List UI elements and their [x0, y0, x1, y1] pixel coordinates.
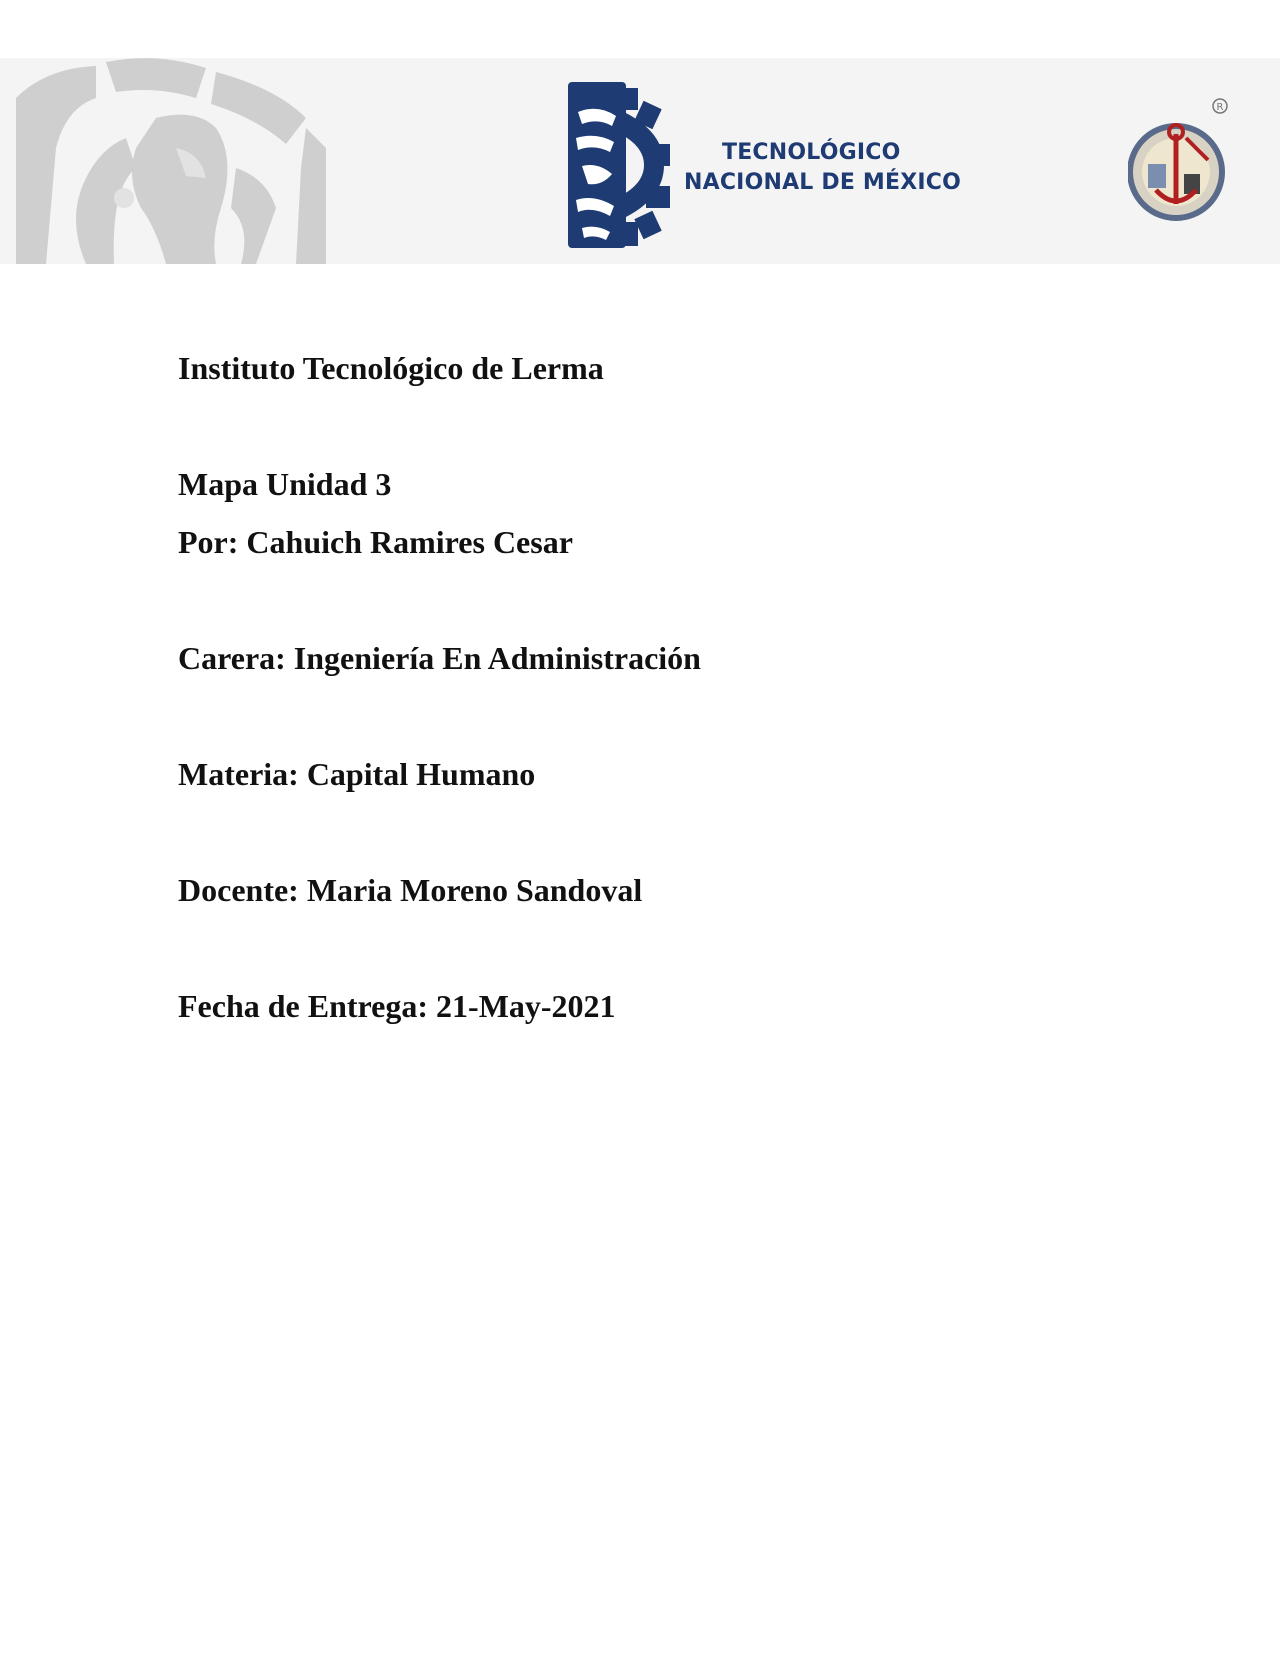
author: Por: Cahuich Ramires Cesar — [178, 524, 573, 560]
tecnm-wordmark — [684, 138, 961, 198]
tecnm-wordmark-line1: TECNOLÓGICO — [722, 140, 901, 165]
teacher: Docente: Maria Moreno Sandoval — [178, 872, 643, 908]
tecnm-wordmark-line2: NACIONAL DE MÉXICO — [684, 170, 962, 195]
lerma-seal-logo — [1128, 94, 1232, 234]
institution-name: Instituto Tecnológico de Lerma — [178, 350, 604, 386]
career: Carera: Ingeniería En Administración — [178, 640, 701, 676]
subject: Materia: Capital Humano — [178, 756, 536, 792]
due-date: Fecha de Entrega: 21-May-2021 — [178, 988, 616, 1024]
tecnm-gear-logo — [568, 82, 672, 248]
aztec-warrior-logo — [6, 58, 326, 264]
svg-text:R: R — [1216, 102, 1224, 113]
header-banner — [0, 58, 1280, 264]
document-title: Mapa Unidad 3 — [178, 466, 392, 502]
